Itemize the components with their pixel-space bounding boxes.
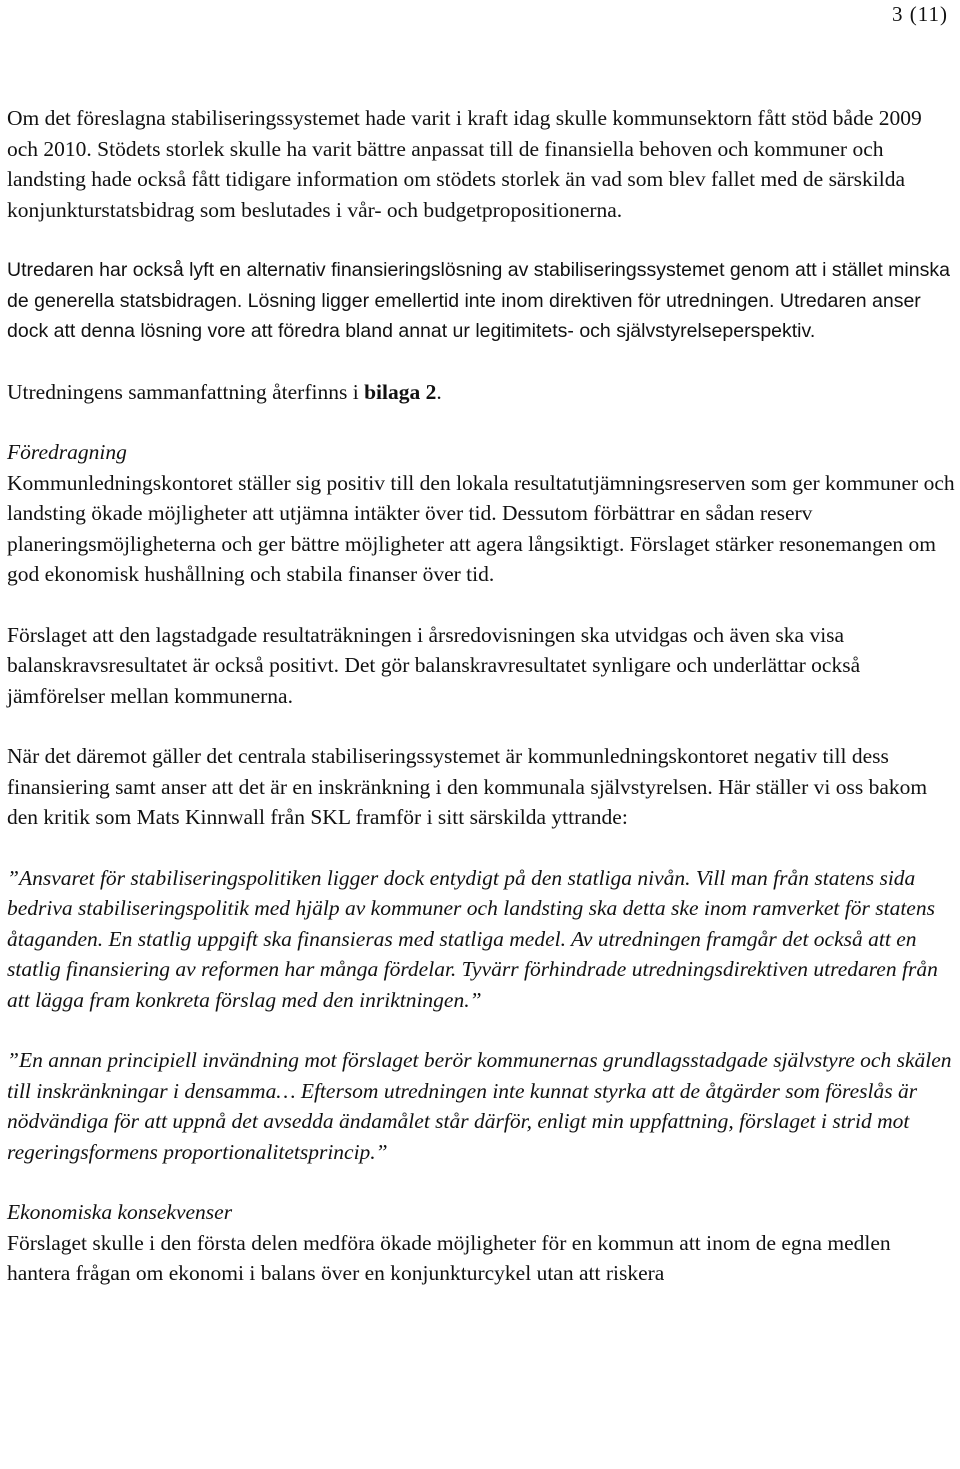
paragraph-stabilization-support: Om det föreslagna stabiliseringssystemet hade varit i kraft idag skulle kommunsektorn fått stöd både 2009 och 2010. Stödets storlek skulle ha varit bättre anpassat till de finansiella behoven och kommuner och landsting hade också fått tidigare information om stödets storlek än vad som blev fallet med de särskilda konjunkturstatsbidrag som beslutades i vår- och budgetpropositionerna. <box>7 106 922 222</box>
paragraph-criticism: När det däremot gäller det centrala stabiliseringssystemet är kommunledningskontoret negativ till dess finansiering samt anser att det är en inskränkning i den kommunala självstyrelsen. Här ställer vi oss bakom den kritik som Mats Kinnwall från SKL framför i sitt särskilda yttrande: <box>7 744 928 829</box>
quote-responsibility: ”Ansvaret för stabiliseringspolitiken ligger dock entydigt på den statliga nivån. Vill man från statens sida bedriva stabiliseringspolitik med hjälp av kommuner och landsting ska detta ske inom ramverket för statens åtaganden. En statlig uppgift ska finansieras med statliga medel. Av utredningen framgår det också att en statlig finansiering av reformen har många fördelar. Tyvärr förhindrade utredningsdirektiven utredaren från att lägga fram konkreta förslag med den inriktningen.” <box>7 865 938 1012</box>
paragraph-income-statement: Förslaget att den lagstadgade resultaträkningen i årsredovisningen ska utvidgas och även ska visa balanskravsresultatet är också positivt. Det gör balanskravresultatet synligare och underlättar också jämförelser mellan kommunerna. <box>7 622 861 708</box>
paragraph-economic-consequences: Förslaget skulle i den första delen medföra ökade möjligheter för en kommun att inom de egna medlen hantera frågan om ekonomi i balans över en konjunkturcykel utan att riskera <box>7 1230 891 1285</box>
paragraph-alternative-financing: Utredaren har också lyft en alternativ finansieringslösning av stabiliseringssystemet genom att i stället minska de generella statsbidragen. Lösning ligger emellertid inte inom direktiven för utredningen. Utredaren anser dock att denna lösning vore att föredra bland annat ur legitimitets- och självstyrelseperspektiv. <box>7 259 950 342</box>
appendix-reference: bilaga 2 <box>364 379 437 404</box>
page-number: 3 (11) <box>892 2 948 26</box>
summary-period: . <box>436 379 442 404</box>
heading-foredragning: Föredragning <box>7 440 127 464</box>
heading-ekonomiska-konsekvenser: Ekonomiska konsekvenser <box>7 1200 233 1224</box>
document-body <box>7 103 957 1289</box>
summary-text: Utredningens sammanfattning återfinns i <box>7 379 365 404</box>
paragraph-reserve-positive: Kommunledningskontoret ställer sig positiv till den lokala resultatutjämningsreserven som ger kommuner och landsting ökade möjligheter att utjämna intäkter över tid. Dessutom förbättrar en sådan reserv planeringsmöjligheterna och ger bättre möjligheter att agera långsiktigt. Förslaget stärker resonemangen om god ekonomisk hushållning och stabila finanser över tid. <box>7 470 955 586</box>
paragraph-summary-reference <box>7 377 957 408</box>
quote-self-governance: ”En annan principiell invändning mot förslaget berör kommunernas grundlagsstadgade självstyre och skälen till inskränkningar i densamma… Eftersom utredningen inte kunnat styrka att de åtgärder som föreslås är nödvändiga för att uppnå det avsedda ändamålet står därför, enligt min uppfattning, förslaget i strid mot regeringsformens proportionalitetsprincip.” <box>7 1048 952 1164</box>
